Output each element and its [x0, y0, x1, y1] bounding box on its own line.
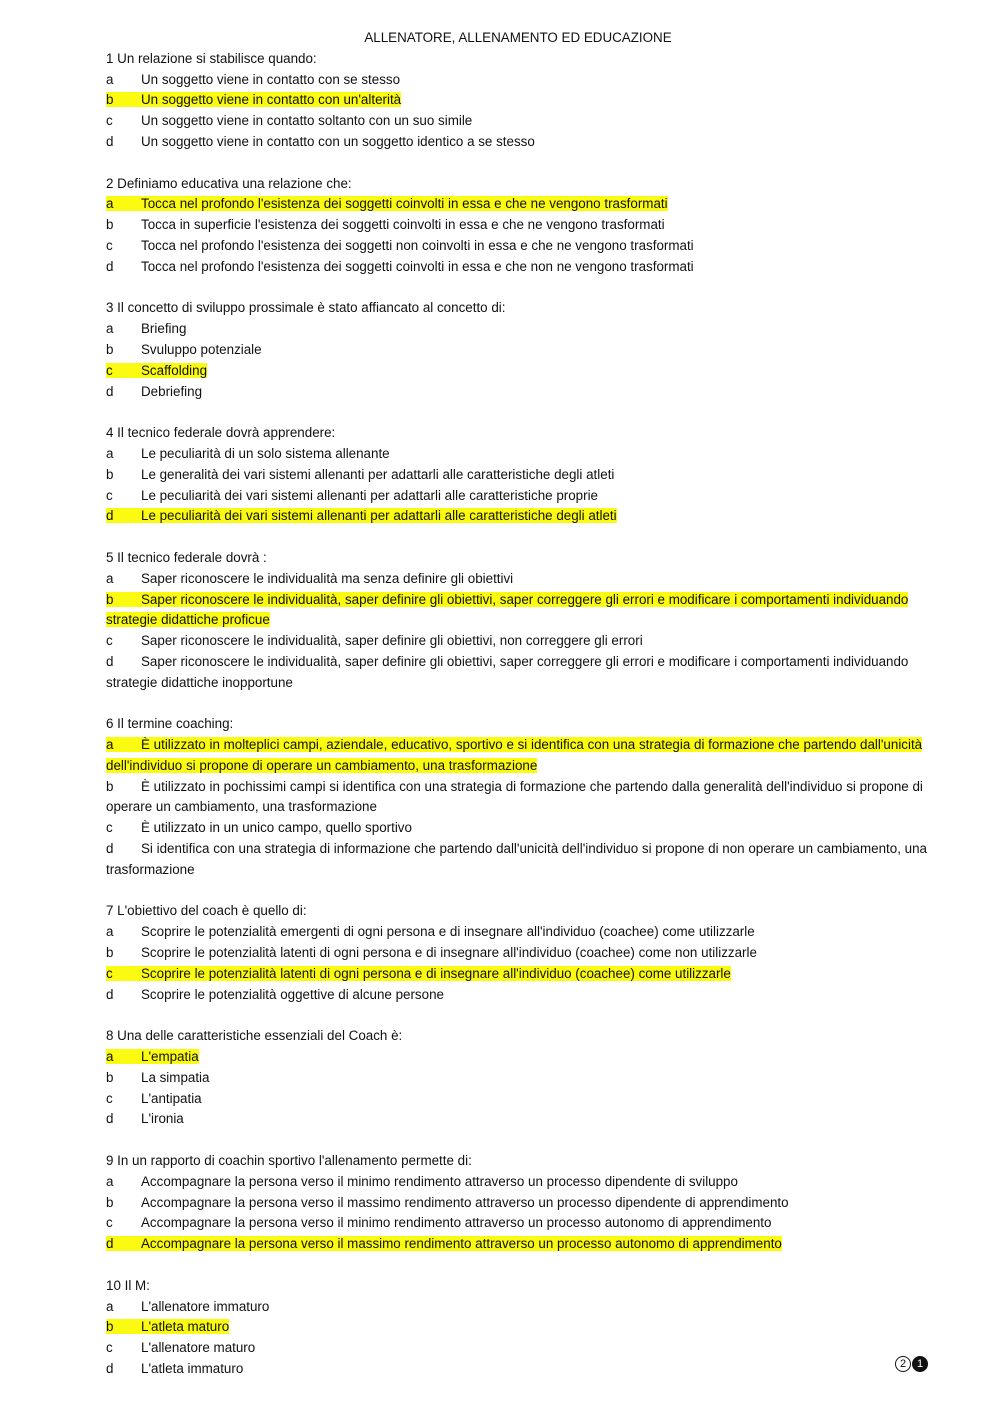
question-text: 2 Definiamo educativa una relazione che:	[106, 175, 352, 191]
answer-option	[106, 111, 930, 132]
option-letter: b	[106, 92, 114, 108]
answer-highlight	[106, 1236, 782, 1251]
option-text: Le peculiarità dei vari sistemi allenanti per adattarli alle caratteristiche degli atleti	[141, 508, 617, 524]
answer-option	[106, 1359, 930, 1380]
answer-option-correct	[106, 1234, 930, 1255]
question-text: 1 Un relazione si stabilisce quando:	[106, 50, 317, 66]
answer-option	[106, 1172, 930, 1193]
option-letter: a	[106, 924, 114, 940]
question-block	[106, 548, 930, 694]
page-badge	[895, 1356, 928, 1372]
answer-option	[106, 444, 930, 465]
option-text: Scaffolding	[141, 362, 208, 378]
option-letter: d	[106, 383, 114, 399]
option-letter: a	[106, 71, 114, 87]
option-text: È utilizzato in molteplici campi, aziendale, educativo, sportivo e si identifica con una strategia di formazione che partendo dall'unicità dell'individuo si propone di operare un cambiamento, una trasformazione	[106, 737, 923, 773]
option-letter: a	[106, 737, 114, 753]
option-text: La simpatia	[141, 1069, 210, 1085]
option-text: Tocca nel profondo l'esistenza dei soggetti coinvolti in essa e che ne vengono trasformati	[141, 196, 668, 212]
option-letter: b	[106, 217, 114, 233]
answer-option	[106, 1213, 930, 1234]
question-text: 8 Una delle caratteristiche essenziali del Coach è:	[106, 1028, 403, 1044]
option-text: Saper riconoscere le individualità, saper definire gli obiettivi, saper correggere gli errori e modificare i comportamenti individuando strategie didattiche inopportune	[106, 653, 909, 690]
option-letter: a	[106, 321, 114, 337]
option-text: Scoprire le potenzialità latenti di ogni persona e di insegnare all'individuo (coachee) come utilizzarle	[141, 965, 731, 981]
option-letter: b	[106, 1069, 114, 1085]
answer-option	[106, 132, 930, 153]
question-block	[106, 901, 930, 1005]
option-letter: c	[106, 237, 113, 253]
option-letter: a	[106, 1049, 114, 1065]
answer-option	[106, 319, 930, 340]
option-text: Saper riconoscere le individualità, saper definire gli obiettivi, non correggere gli errori	[141, 633, 643, 649]
option-text: Accompagnare la persona verso il minimo rendimento attraverso un processo dipendente di sviluppo	[141, 1173, 738, 1189]
answer-highlight	[106, 196, 668, 211]
answer-option	[106, 382, 930, 403]
answer-option	[106, 777, 930, 819]
option-letter: b	[106, 341, 114, 357]
option-letter: d	[106, 841, 114, 857]
answer-highlight	[106, 508, 617, 523]
option-letter: b	[106, 466, 114, 482]
answer-option	[106, 943, 930, 964]
option-text: Accompagnare la persona verso il massimo rendimento attraverso un processo autonomo di apprendimento	[141, 1236, 782, 1252]
question-text: 6 Il termine coaching:	[106, 716, 234, 732]
answer-highlight	[106, 966, 731, 981]
answer-option	[106, 236, 930, 257]
answer-option	[106, 569, 930, 590]
option-text: Le peculiarità dei vari sistemi allenanti per adattarli alle caratteristiche proprie	[141, 487, 598, 503]
answer-option	[106, 1338, 930, 1359]
answer-option	[106, 1109, 930, 1130]
option-text: È utilizzato in pochissimi campi si identifica con una strategia di formazione che partendo dalla generalità dell'individuo si propone di operare un cambiamento, una trasformazione	[106, 778, 923, 815]
answer-option	[106, 465, 930, 486]
question-text: 4 Il tecnico federale dovrà apprendere:	[106, 425, 336, 441]
option-letter: a	[106, 1173, 114, 1189]
option-letter: c	[106, 1090, 113, 1106]
option-letter: c	[106, 1215, 113, 1231]
option-letter: c	[106, 362, 113, 378]
answer-option	[106, 257, 930, 278]
answer-option	[106, 818, 930, 839]
question-block	[106, 1276, 930, 1380]
option-text: Un soggetto viene in contatto soltanto con un suo simile	[141, 113, 473, 129]
option-text: Un soggetto viene in contatto con un soggetto identico a se stesso	[141, 133, 535, 149]
question-block	[106, 174, 930, 278]
option-letter: a	[106, 570, 114, 586]
option-text: Scoprire le potenzialità latenti di ogni persona e di insegnare all'individuo (coachee) come non utilizzarle	[141, 945, 757, 961]
option-letter: c	[106, 633, 113, 649]
answer-option	[106, 652, 930, 694]
option-text: Saper riconoscere le individualità, saper definire gli obiettivi, saper correggere gli errori e modificare i comportamenti individuando strategie didattiche proficue	[106, 591, 909, 628]
option-text: Le peculiarità di un solo sistema allenante	[141, 445, 390, 461]
option-text: Un soggetto viene in contatto con un'alterità	[141, 92, 402, 108]
answer-option-correct	[106, 194, 930, 215]
option-letter: d	[106, 1236, 114, 1252]
option-letter: b	[106, 591, 114, 607]
question-list	[106, 49, 930, 1380]
option-letter: b	[106, 1319, 114, 1335]
answer-option	[106, 839, 930, 881]
question-text: 3 Il concetto di sviluppo prossimale è stato affiancato al concetto di:	[106, 300, 506, 316]
option-letter: a	[106, 196, 114, 212]
option-text: Un soggetto viene in contatto con se stesso	[141, 71, 401, 87]
option-text: Accompagnare la persona verso il minimo rendimento attraverso un processo autonomo di apprendimento	[141, 1215, 772, 1231]
option-text: Tocca nel profondo l'esistenza dei soggetti coinvolti in essa e che non ne vengono trasformati	[141, 258, 694, 274]
answer-option	[106, 922, 930, 943]
option-letter: d	[106, 258, 114, 274]
question-block	[106, 1026, 930, 1130]
question-block	[106, 1151, 930, 1255]
answer-highlight	[106, 592, 908, 628]
option-letter: d	[106, 1111, 114, 1127]
option-letter: c	[106, 965, 113, 981]
answer-highlight	[106, 363, 207, 378]
answer-option	[106, 1068, 930, 1089]
answer-option	[106, 1089, 930, 1110]
option-letter: d	[106, 1361, 114, 1376]
option-letter: d	[106, 986, 114, 1002]
option-text: Briefing	[141, 321, 187, 337]
question-text: 10 Il M:	[106, 1277, 150, 1293]
answer-option	[106, 1297, 930, 1318]
option-letter: b	[106, 945, 114, 961]
option-text: L'allenatore maturo	[141, 1340, 256, 1356]
option-text: È utilizzato in un unico campo, quello sportivo	[141, 820, 412, 836]
answer-highlight	[106, 737, 922, 773]
option-letter: c	[106, 1340, 113, 1356]
option-text: Scoprire le potenzialità oggettive di alcune persone	[141, 986, 444, 1002]
option-text: L'antipatia	[141, 1090, 202, 1106]
answer-option-correct	[106, 1317, 930, 1338]
option-text: Svuluppo potenziale	[141, 341, 262, 357]
option-text: Accompagnare la persona verso il massimo rendimento attraverso un processo dipendente di apprendimento	[141, 1194, 789, 1210]
option-text: L'atleta maturo	[141, 1319, 230, 1335]
option-text: Si identifica con una strategia di informazione che partendo dall'unicità dell'individuo si propone di non operare un cambiamento, una trasformazione	[106, 841, 927, 877]
option-text: L'atleta immaturo	[141, 1361, 244, 1376]
document-title: ALLENATORE, ALLENAMENTO ED EDUCAZIONE	[364, 30, 672, 45]
option-letter: a	[106, 445, 114, 461]
question-text: 9 In un rapporto di coachin sportivo l'allenamento permette di:	[106, 1153, 472, 1169]
option-text: L'ironia	[141, 1111, 184, 1127]
answer-option-correct	[106, 506, 930, 527]
answer-option	[106, 486, 930, 507]
answer-option-correct	[106, 735, 930, 777]
question-block	[106, 49, 930, 153]
question-text: 7 L'obiettivo del coach è quello di:	[106, 903, 307, 919]
answer-option-correct	[106, 964, 930, 985]
answer-option	[106, 631, 930, 652]
answer-option	[106, 1193, 930, 1214]
answer-option	[106, 215, 930, 236]
question-block	[106, 714, 930, 880]
question-block	[106, 423, 930, 527]
option-text: Tocca nel profondo l'esistenza dei soggetti non coinvolti in essa e che ne vengono trasformati	[141, 237, 694, 253]
answer-highlight	[106, 92, 401, 107]
option-letter: d	[106, 508, 114, 524]
answer-highlight	[106, 1049, 199, 1064]
answer-option	[106, 340, 930, 361]
option-letter: b	[106, 1194, 114, 1210]
option-text: Tocca in superficie l'esistenza dei soggetti coinvolti in essa e che ne vengono trasformati	[141, 217, 665, 233]
page-number-filled: 1	[912, 1356, 928, 1372]
option-letter: c	[106, 113, 113, 129]
question-block	[106, 298, 930, 402]
option-letter: c	[106, 487, 113, 503]
option-letter: c	[106, 820, 113, 836]
option-text: L'allenatore immaturo	[141, 1298, 270, 1314]
option-text: Scoprire le potenzialità emergenti di ogni persona e di insegnare all'individuo (coachee) come utilizzarle	[141, 924, 755, 940]
option-text: Debriefing	[141, 383, 203, 399]
answer-option-correct	[106, 1047, 930, 1068]
answer-option	[106, 985, 930, 1006]
answer-highlight	[106, 1319, 229, 1334]
answer-option-correct	[106, 361, 930, 382]
option-letter: b	[106, 778, 114, 794]
option-letter: a	[106, 1298, 114, 1314]
option-letter: d	[106, 133, 114, 149]
answer-option-correct	[106, 90, 930, 111]
answer-option	[106, 70, 930, 91]
option-text: L'empatia	[141, 1049, 199, 1065]
answer-option-correct	[106, 590, 930, 632]
page-number-outlined: 2	[895, 1356, 911, 1372]
question-text: 5 Il tecnico federale dovrà :	[106, 549, 267, 565]
option-text: Le generalità dei vari sistemi allenanti per adattarli alle caratteristiche degli atleti	[141, 466, 615, 482]
option-text: Saper riconoscere le individualità ma senza definire gli obiettivi	[141, 570, 514, 586]
option-letter: d	[106, 653, 114, 669]
